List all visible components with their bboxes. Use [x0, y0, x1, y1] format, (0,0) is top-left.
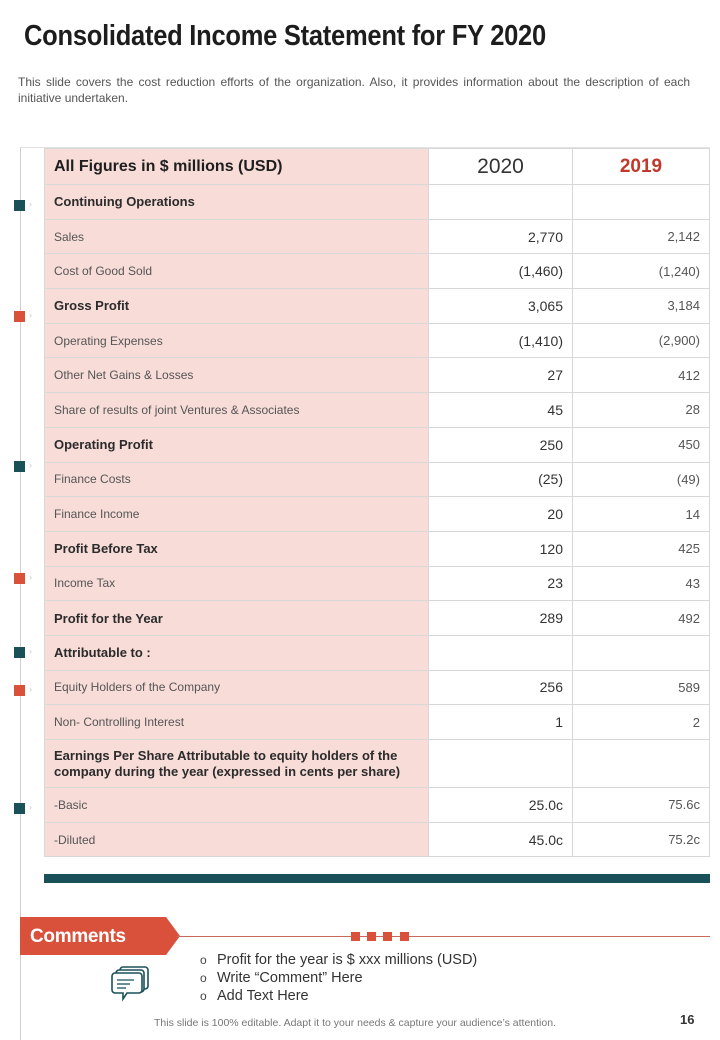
chat-bubbles-icon — [110, 965, 152, 1010]
row-label: Profit Before Tax — [45, 531, 429, 566]
value-2019: (2,900) — [573, 323, 710, 358]
comment-item — [200, 987, 477, 1005]
table-row — [45, 323, 710, 358]
table-row — [45, 254, 710, 289]
table-row — [45, 219, 710, 254]
decor-square — [367, 932, 376, 941]
decor-square — [351, 932, 360, 941]
table-row — [45, 289, 710, 324]
table-row — [45, 635, 710, 670]
left-guide-line — [20, 148, 21, 1040]
table-row — [45, 670, 710, 705]
row-label: -Basic — [45, 788, 429, 823]
row-label: Sales — [45, 219, 429, 254]
value-2019: 75.6c — [573, 788, 710, 823]
row-label: Operating Profit — [45, 427, 429, 462]
value-2020: 120 — [429, 531, 573, 566]
value-2019 — [573, 185, 710, 220]
comment-text: Write “Comment” Here — [217, 970, 363, 986]
value-2020: 1 — [429, 705, 573, 740]
value-2019: 28 — [573, 393, 710, 428]
value-2019 — [573, 635, 710, 670]
value-2019: 2,142 — [573, 219, 710, 254]
table-row — [45, 705, 710, 740]
table-row — [45, 185, 710, 220]
value-2020: 45.0c — [429, 822, 573, 857]
table-bottom-bar — [44, 874, 710, 883]
value-2020: 256 — [429, 670, 573, 705]
table-row — [45, 822, 710, 857]
table-row — [45, 788, 710, 823]
section-marker-icon: › — [14, 200, 25, 211]
table-row — [45, 531, 710, 566]
page-subtitle: This slide covers the cost reduction efforts of the organization. Also, it provides information about the description of each initiative undertaken. — [18, 75, 690, 105]
value-2019: 589 — [573, 670, 710, 705]
value-2019: 2 — [573, 705, 710, 740]
bullet-icon: o — [200, 953, 207, 967]
value-2019: 412 — [573, 358, 710, 393]
value-2020 — [429, 740, 573, 788]
value-2020: 250 — [429, 427, 573, 462]
section-marker-icon: › — [14, 803, 25, 814]
table-row — [45, 427, 710, 462]
comments-list — [200, 951, 477, 1005]
comments-tag — [20, 917, 180, 955]
value-2019: (49) — [573, 462, 710, 497]
comment-item — [200, 969, 477, 987]
table-row — [45, 566, 710, 601]
row-label: Continuing Operations — [45, 185, 429, 220]
page-number: 16 — [680, 1012, 695, 1027]
value-2020 — [429, 185, 573, 220]
table-row — [45, 358, 710, 393]
value-2020: 3,065 — [429, 289, 573, 324]
section-marker-icon: › — [14, 461, 25, 472]
section-marker-icon: › — [14, 311, 25, 322]
row-label: Operating Expenses — [45, 323, 429, 358]
row-label: Income Tax — [45, 566, 429, 601]
section-marker-icon: › — [14, 685, 25, 696]
row-label: Share of results of joint Ventures & Associates — [45, 393, 429, 428]
value-2019: 75.2c — [573, 822, 710, 857]
value-2020: 20 — [429, 497, 573, 532]
value-2020: 25.0c — [429, 788, 573, 823]
value-2020 — [429, 635, 573, 670]
value-2020: 23 — [429, 566, 573, 601]
value-2020: (25) — [429, 462, 573, 497]
row-label: Finance Income — [45, 497, 429, 532]
comments-title: Comments — [30, 926, 126, 947]
table-row — [45, 393, 710, 428]
value-2019: 43 — [573, 566, 710, 601]
decor-square — [400, 932, 409, 941]
section-marker-icon: › — [14, 647, 25, 658]
decor-square — [383, 932, 392, 941]
row-label: Non- Controlling Interest — [45, 705, 429, 740]
comments-divider — [176, 936, 710, 937]
table-row — [45, 740, 710, 788]
footer-note: This slide is 100% editable. Adapt it to your needs & capture your audience’s attention. — [154, 1017, 556, 1029]
table-row — [45, 462, 710, 497]
row-label: Cost of Good Sold — [45, 254, 429, 289]
value-2019: 425 — [573, 531, 710, 566]
row-label: Equity Holders of the Company — [45, 670, 429, 705]
value-2020: 45 — [429, 393, 573, 428]
value-2020: (1,410) — [429, 323, 573, 358]
row-label: Earnings Per Share Attributable to equity holders of the company during the year (expressed in cents per share) — [45, 740, 429, 788]
comment-text: Add Text Here — [217, 988, 309, 1004]
value-2019: 492 — [573, 601, 710, 636]
header-2020: 2020 — [429, 149, 573, 185]
value-2020: 27 — [429, 358, 573, 393]
bullet-icon: o — [200, 971, 207, 985]
value-2020: 289 — [429, 601, 573, 636]
comment-item — [200, 951, 477, 969]
value-2019: 3,184 — [573, 289, 710, 324]
header-label: All Figures in $ millions (USD) — [45, 149, 429, 185]
header-2019: 2019 — [573, 149, 710, 185]
value-2019: 14 — [573, 497, 710, 532]
row-label: Finance Costs — [45, 462, 429, 497]
row-label: Attributable to : — [45, 635, 429, 670]
row-label: Other Net Gains & Losses — [45, 358, 429, 393]
comment-text: Profit for the year is $ xxx millions (USD) — [217, 952, 478, 968]
value-2019 — [573, 740, 710, 788]
page-title: Consolidated Income Statement for FY 2020 — [24, 20, 546, 52]
table-row — [45, 497, 710, 532]
value-2019: 450 — [573, 427, 710, 462]
table-header-row — [45, 149, 710, 185]
row-label: -Diluted — [45, 822, 429, 857]
section-marker-icon: › — [14, 573, 25, 584]
value-2020: 2,770 — [429, 219, 573, 254]
table-row — [45, 601, 710, 636]
value-2020: (1,460) — [429, 254, 573, 289]
bullet-icon: o — [200, 989, 207, 1003]
row-label: Gross Profit — [45, 289, 429, 324]
value-2019: (1,240) — [573, 254, 710, 289]
income-statement-table — [44, 148, 710, 857]
row-label: Profit for the Year — [45, 601, 429, 636]
